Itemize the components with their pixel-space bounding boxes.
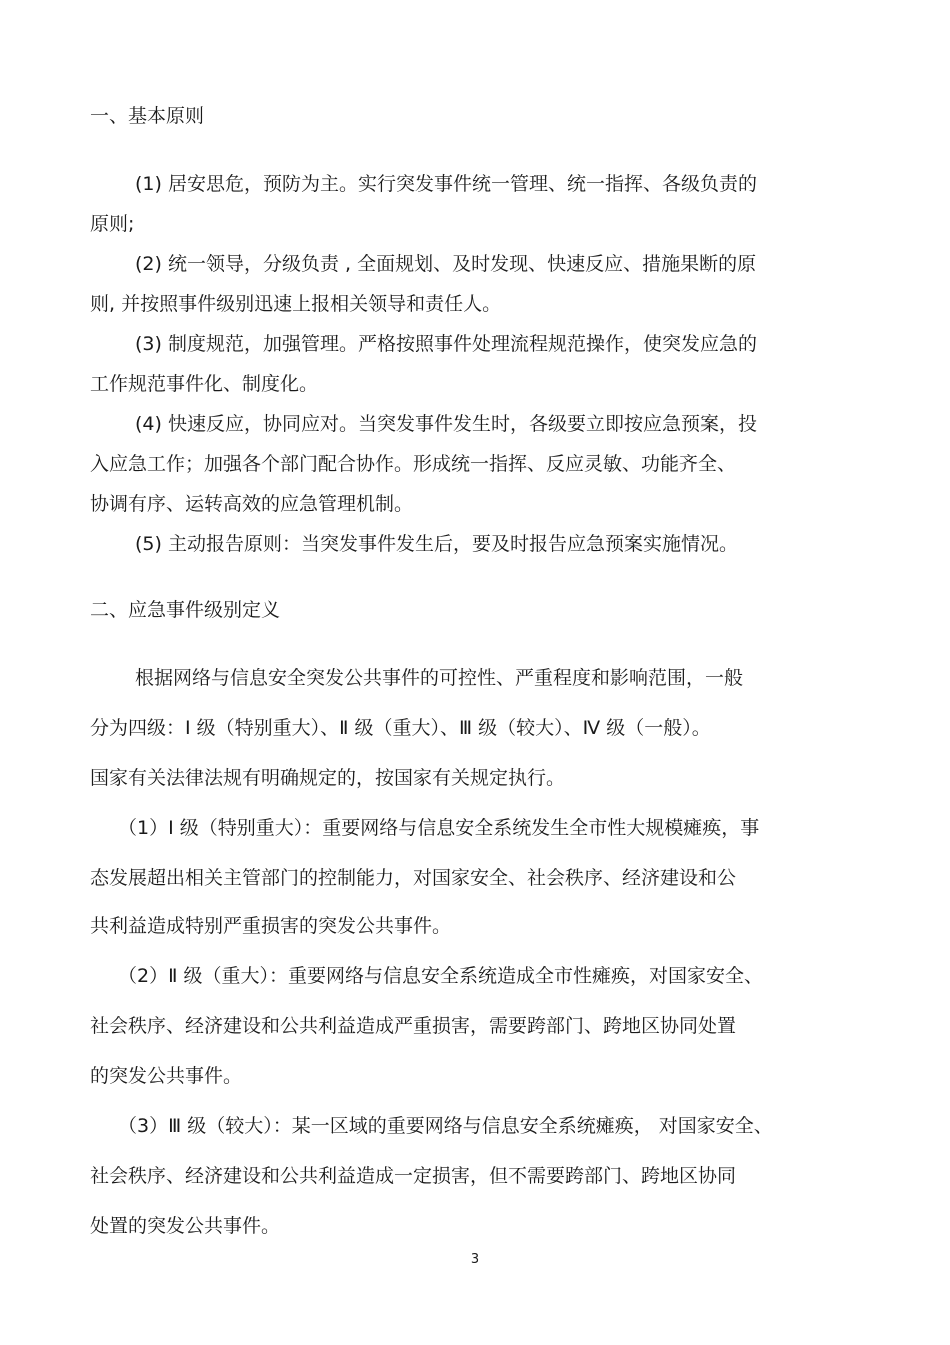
level-3-line-2: 社会秩序、经济建设和公共利益造成一定损害，但不需要跨部门、跨地区协同 [90,1165,737,1187]
levels-intro-line-2: 分为四级：Ⅰ 级（特别重大）、Ⅱ 级（重大）、Ⅲ 级（较大）、Ⅳ 级（一般）。 [90,717,711,739]
level-3-line-3: 处置的突发公共事件。 [90,1215,281,1237]
level-1-line-2: 态发展超出相关主管部门的控制能力，对国家安全、社会秩序、经济建设和公 [90,867,737,889]
levels-intro-line-3: 国家有关法律法规有明确规定的，按国家有关规定执行。 [90,767,566,789]
principle-2-line-1: (2) 统一领导，分级负责 , 全面规划、及时发现、快速反应、措施果断的原 [135,253,757,275]
principle-3-line-1: (3) 制度规范，加强管理。严格按照事件处理流程规范操作，使突发应急的 [135,333,757,355]
level-2-line-2: 社会秩序、经济建设和公共利益造成严重损害，需要跨部门、跨地区协同处置 [90,1015,737,1037]
section-heading-basic-principles: 一、基本原则 [90,105,205,127]
principle-3-line-2: 工作规范事件化、制度化。 [90,373,319,395]
principle-4-line-2: 入应急工作；加强各个部门配合协作。形成统一指挥、反应灵敏、功能齐全、 [90,453,737,475]
level-2-line-3: 的突发公共事件。 [90,1065,243,1087]
page-number: 3 [470,1252,480,1267]
principle-5-line-1: (5) 主动报告原则：当突发事件发生后，要及时报告应急预案实施情况。 [135,533,738,555]
principle-1-line-2: 原则; [90,213,135,235]
level-1-line-1: （1）Ⅰ 级（特别重大）：重要网络与信息安全系统发生全市性大规模瘫痪，事 [118,817,760,839]
principle-1-line-1: (1) 居安思危，预防为主。实行突发事件统一管理、统一指挥、各级负责的 [135,173,757,195]
section-heading-event-levels: 二、应急事件级别定义 [90,599,281,621]
level-3-line-1: （3）Ⅲ 级（较大）：某一区域的重要网络与信息安全系统瘫痪， 对国家安全、 [118,1115,773,1137]
level-1-line-3: 共利益造成特别严重损害的突发公共事件。 [90,915,452,937]
principle-2-line-2: 则, 并按照事件级别迅速上报相关领导和责任人。 [90,293,502,315]
level-2-line-1: （2）Ⅱ 级（重大）：重要网络与信息安全系统造成全市性瘫痪，对国家安全、 [118,965,763,987]
levels-intro-line-1: 根据网络与信息安全突发公共事件的可控性、严重程度和影响范围，一般 [135,667,744,689]
principle-4-line-1: (4) 快速反应，协同应对。当突发事件发生时，各级要立即按应急预案，投 [135,413,757,435]
principle-4-line-3: 协调有序、运转高效的应急管理机制。 [90,493,414,515]
